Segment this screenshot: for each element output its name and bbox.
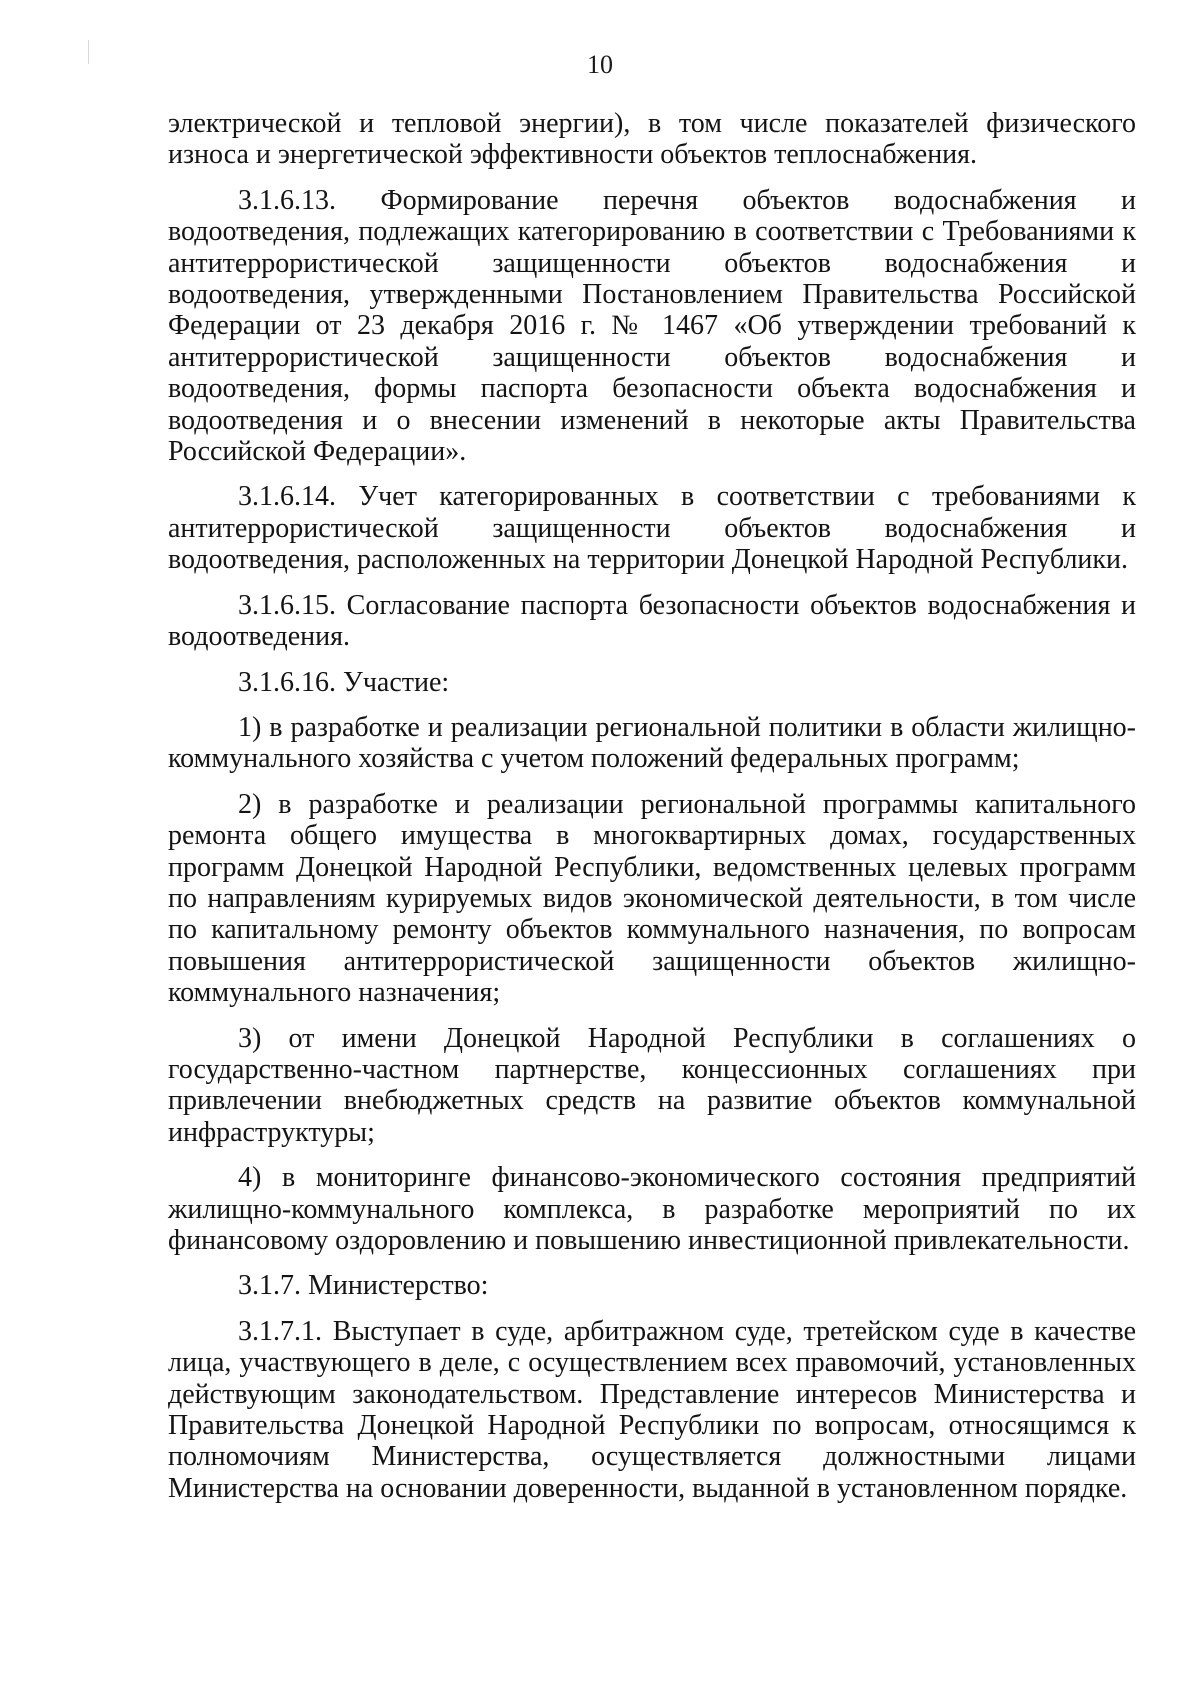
- paragraph-subitem-1: 1) в разработке и реализации региональной политики в области жилищно-коммунального хозяйства с учетом положений федеральных программ;: [168, 711, 1136, 775]
- paragraph-3-1-6-15: 3.1.6.15. Согласование паспорта безопасности объектов водоснабжения и водоотведения.: [168, 589, 1136, 653]
- paragraph-subitem-2: 2) в разработке и реализации региональной программы капитального ремонта общего имущества в многоквартирных домах, государственных программ Донецкой Народной Республики, ведомственных целевых программ по направлениям курируемых видов экономической деятельности, в том числе по капитальному ремонту объектов коммунального назначения, по вопросам повышения антитеррористической защищенности объектов жилищно-коммунального назначения;: [168, 788, 1136, 1009]
- paragraph-3-1-7: 3.1.7. Министерство:: [238, 1270, 489, 1302]
- page-number: 10: [587, 50, 613, 79]
- document-body: [168, 108, 1136, 1518]
- paragraph-3-1-6-14: 3.1.6.14. Учет категорированных в соответствии с требованиями к антитеррористической защищенности объектов водоснабжения и водоотведения, расположенных на территории Донецкой Народной Республики.: [168, 481, 1136, 576]
- paragraph-3-1-6-13: 3.1.6.13. Формирование перечня объектов водоснабжения и водоотведения, подлежащих категорированию в соответствии с Требованиями к антитеррористической защищенности объектов водоснабжения и водоотведения, утвержденными Постановлением Правительства Российской Федерации от 23 декабря 2016 г. № 1467 «Об утверждении требований к антитеррористической защищенности объектов водоснабжения и водоотведения, формы паспорта безопасности объекта водоснабжения и водоотведения и о внесении изменений в некоторые акты Правительства Российской Федерации».: [168, 184, 1136, 468]
- paragraph-subitem-3: 3) от имени Донецкой Народной Республики в соглашениях о государственно-частном партнерстве, концессионных соглашениях при привлечении внебюджетных средств на развитие объектов коммунальной инфраструктуры;: [168, 1022, 1136, 1148]
- paragraph-3-1-7-1: 3.1.7.1. Выступает в суде, арбитражном суде, третейском суде в качестве лица, участвующего в деле, с осуществлением всех правомочий, установленных действующим законодательством. Представление интересов Министерства и Правительства Донецкой Народной Республики по вопросам, относящимся к полномочиям Министерства, осуществляется должностными лицами Министерства на основании доверенности, выданной в установленном порядке.: [168, 1315, 1136, 1504]
- paragraph-continuation: электрической и тепловой энергии), в том числе показателей физического износа и энергетической эффективности объектов теплоснабжения.: [168, 108, 1136, 171]
- paragraph-3-1-6-16: 3.1.6.16. Участие:: [238, 666, 450, 698]
- paragraph-subitem-4: 4) в мониторинге финансово-экономического состояния предприятий жилищно-коммунального комплекса, в разработке мероприятий по их финансовому оздоровлению и повышению инвестиционной привлекательности.: [168, 1162, 1136, 1256]
